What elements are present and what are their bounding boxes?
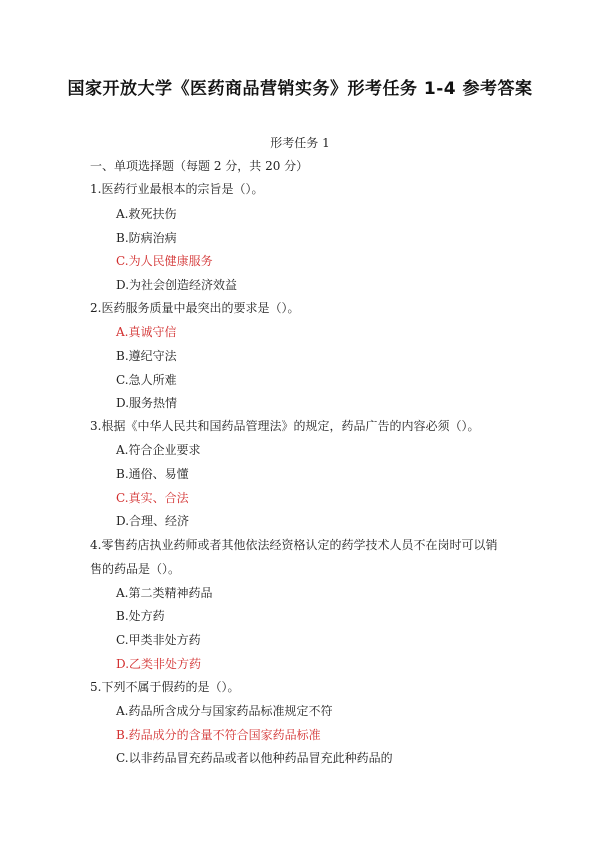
- answer-option: A.第二类精神药品: [116, 586, 213, 600]
- correct-answer-option: C.真实、合法: [116, 491, 189, 505]
- answer-option: C.以非药品冒充药品或者以他种药品冒充此种药品的: [116, 751, 393, 765]
- correct-answer-option: B.药品成分的含量不符合国家药品标准: [116, 728, 321, 742]
- question-stem: 5.下列不属于假药的是（）。: [90, 680, 240, 694]
- answer-option: A.药品所含成分与国家药品标准规定不符: [116, 704, 333, 718]
- answer-option: B.防病治病: [116, 231, 177, 245]
- document-title: 国家开放大学《医药商品营销实务》形考任务 1-4 参考答案: [67, 79, 533, 99]
- answer-option: B.遵纪守法: [116, 349, 177, 363]
- question-stem: 2.医药服务质量中最突出的要求是（）。: [90, 301, 300, 315]
- answer-option: D.合理、经济: [116, 514, 190, 528]
- answer-option: C.急人所难: [116, 373, 177, 387]
- answer-option: A.符合企业要求: [116, 443, 201, 457]
- correct-answer-option: A.真诚守信: [116, 325, 177, 339]
- correct-answer-option: C.为人民健康服务: [116, 254, 213, 268]
- question-stem: 1.医药行业最根本的宗旨是（）。: [90, 182, 264, 196]
- question-stem: 4.零售药店执业药师或者其他依法经资格认定的药学技术人员不在岗时可以销: [90, 538, 498, 552]
- question-stem: 3.根据《中华人民共和国药品管理法》的规定，药品广告的内容必须（）。: [90, 419, 480, 433]
- answer-option: B.通俗、易懂: [116, 467, 189, 481]
- answer-option: C.甲类非处方药: [116, 633, 201, 647]
- question-stem-continued: 售的药品是（）。: [90, 562, 181, 576]
- answer-option: B.处方药: [116, 609, 165, 623]
- answer-option: A.救死扶伤: [116, 207, 177, 221]
- task-heading: 形考任务 1: [270, 136, 330, 150]
- answer-option: D.服务热情: [116, 396, 178, 410]
- answer-option: D.为社会创造经济效益: [116, 278, 238, 292]
- section-heading: 一、单项选择题（每题 2 分，共 20 分）: [90, 159, 309, 173]
- correct-answer-option: D.乙类非处方药: [116, 657, 202, 671]
